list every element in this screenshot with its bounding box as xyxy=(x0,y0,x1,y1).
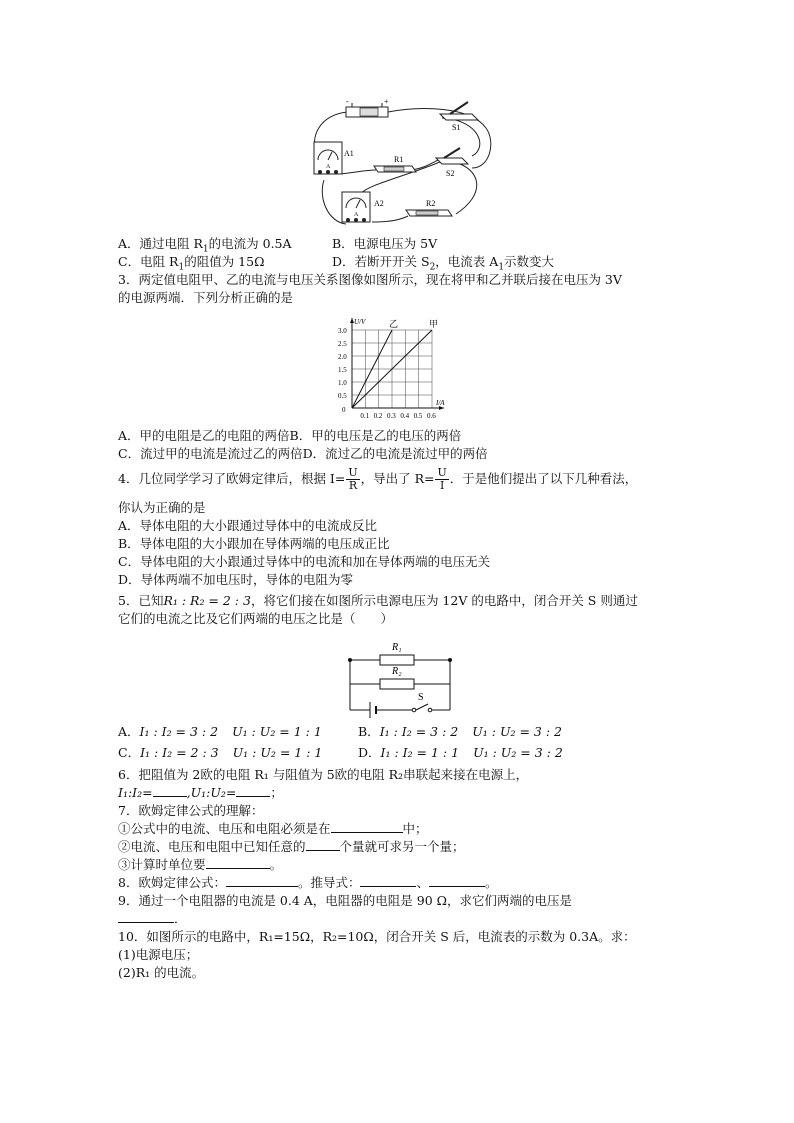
svg-text:A1: A1 xyxy=(344,149,354,158)
ammeter-a2-icon xyxy=(342,192,384,222)
q4-option-c: C．导体电阻的大小跟通过导体中的电流和加在导体两端的电压无关 xyxy=(118,554,491,569)
svg-text:+: + xyxy=(384,98,389,106)
battery-icon xyxy=(346,98,389,117)
y-tick-label: 2.5 xyxy=(338,340,347,348)
q4-stem-line1: 4．几位同学学习了欧姆定律后，根据 I= $\frac{U}{R}$ ，导出了 R= $\frac{U}{I}$ ．于是他们提出了以下几种看法， xyxy=(118,466,638,492)
resistance-ratio: R₁ : R₂ = 2 : 3 xyxy=(163,593,251,608)
x-tick-label: 0.2 xyxy=(373,412,383,420)
svg-text:R2: R2 xyxy=(426,199,436,208)
resistor-r1-symbol xyxy=(380,642,414,665)
q7-item-3: ③计算时单位要 。 xyxy=(118,857,283,872)
switch-s-symbol xyxy=(412,692,432,712)
fraction-u-over-i: $\frac{U}{I}$ xyxy=(437,466,447,492)
resistor-r2-symbol xyxy=(380,666,414,689)
y-tick-label: 0.5 xyxy=(338,392,347,400)
switch-s2-icon xyxy=(436,148,468,178)
q2-option-d: D．若断开开关 $S_2$，电流表 $A_1$示数变大 xyxy=(332,254,555,273)
q8-blank-formula[interactable] xyxy=(226,874,298,887)
q10-stem: 10．如图所示的电路中，R₁=15Ω，R₂=10Ω，闭合开关 S 后，电流表的示数为 0.3A。求： xyxy=(118,929,636,944)
q3-option-b: B．甲的电压是乙的电压的两倍 xyxy=(289,428,462,443)
y-tick-label: 1.0 xyxy=(338,379,347,387)
q4-option-b: B．导体电阻的大小跟加在导体两端的电压成正比 xyxy=(118,536,390,551)
y-tick-label: 1.5 xyxy=(338,366,347,374)
q7-title: 7．欧姆定律公式的理解： xyxy=(118,803,264,818)
q7-blank-2[interactable] xyxy=(306,838,340,851)
svg-text:R₂: R₂ xyxy=(392,666,402,677)
q3-options-row1 xyxy=(118,427,461,445)
q3-options-row2 xyxy=(118,445,488,463)
q5-stem-line1: 5．已知R₁ : R₂ = 2 : 3，将它们接在如图所示电源电压为 12V 的电路中，闭合开关 S 则通过 xyxy=(118,593,638,608)
q5-stem-line2: 它们的电流之比及它们两端的电压之比是（ ） xyxy=(118,611,394,626)
circuit-diagram-2 xyxy=(334,628,470,720)
q8-blank-derived-1[interactable] xyxy=(360,874,416,887)
svg-text:S: S xyxy=(418,692,424,703)
q9-stem-line2: ． xyxy=(118,910,187,928)
q3-option-d: D．流过乙的电流是流过甲的两倍 xyxy=(302,446,488,461)
svg-text:S2: S2 xyxy=(446,169,455,178)
x-tick-label: 0.4 xyxy=(400,412,410,420)
battery-symbol xyxy=(370,702,376,718)
q6-stem-line1: 6．把阻值为 2欧的电阻 R₁ 与阻值为 5欧的电阻 R₂串联起来接在电源上， xyxy=(118,767,529,782)
q5-option-d: D．I₁ : I₂ = 1 : 1 U₁ : U₂ = 3 : 2 xyxy=(358,745,563,760)
circuit-diagram-1 xyxy=(300,98,500,232)
q3-stem-line2: 的电源两端．下列分析正确的是 xyxy=(118,290,294,305)
fraction-u-over-r: $\frac{U}{R}$ xyxy=(348,466,358,492)
q5-option-a: A．I₁ : I₂ = 3 : 2 U₁ : U₂ = 1 : 1 xyxy=(118,724,322,739)
q7-blank-3[interactable] xyxy=(206,856,270,869)
x-axis-label: I/A xyxy=(436,399,445,407)
chart-series xyxy=(352,319,438,408)
q4-option-d: D．导体两端不加电压时，导体的电阻为零 xyxy=(118,572,354,587)
x-tick-label: 0.5 xyxy=(413,412,423,420)
x-tick-label: 0.1 xyxy=(360,412,370,420)
q7-blank-1[interactable] xyxy=(331,820,403,833)
q4-stem-line2: 你认为正确的是 xyxy=(118,500,206,515)
resistor-r2-icon xyxy=(406,199,452,216)
q5-options-row2 xyxy=(118,744,563,762)
q9-stem-line1: 9．通过一个电阻器的电流是 0.4 A，电阻器的电阻是 90 Ω，求它们两端的电压是 xyxy=(118,893,573,908)
svg-text:A2: A2 xyxy=(374,199,384,208)
q2-option-c: C．电阻 $R_1$的阻值为 15Ω xyxy=(118,254,265,273)
q5-option-b: B．I₁ : I₂ = 3 : 2 U₁ : U₂ = 3 : 2 xyxy=(358,724,562,739)
switch-s1-icon xyxy=(440,102,478,132)
q10-item-2: (2)R₁ 的电流。 xyxy=(118,965,205,980)
q2-option-a: A．通过电阻 $R_1$的电流为 0.5A xyxy=(118,236,292,255)
q5-option-c: C．I₁ : I₂ = 2 : 3 U₁ : U₂ = 1 : 1 xyxy=(118,745,323,760)
svg-text:-: - xyxy=(346,98,349,106)
q4-option-a: A．导体电阻的大小跟通过导体中的电流成反比 xyxy=(118,518,378,533)
ui-chart xyxy=(334,310,454,422)
q5-options-row1 xyxy=(118,723,562,741)
y-tick-label: 3.0 xyxy=(338,327,347,335)
svg-text:R1: R1 xyxy=(394,155,404,164)
q9-blank-voltage[interactable] xyxy=(118,910,174,923)
ammeter-a1-icon xyxy=(314,142,354,174)
q7-item-2: ②电流、电压和电阻中已知任意的 个量就可求另一个量； xyxy=(118,839,465,854)
q2-option-b: B．电源电压为 5V xyxy=(332,236,438,251)
q10-item-1: (1)电源电压； xyxy=(118,947,199,962)
series-label-2: 甲 xyxy=(429,319,439,329)
svg-text:A: A xyxy=(354,212,359,218)
x-tick-label: 0.3 xyxy=(387,412,396,420)
q7-item-1: ①公式中的电流、电压和电阻必须是在 中； xyxy=(118,821,428,836)
q3-stem-line1: 3．两定值电阻甲、乙的电流与电压关系图像如图所示，现在将甲和乙并联后接在电压为 3V xyxy=(118,272,622,287)
q3-option-a: A．甲的电阻是乙的电阻的两倍 xyxy=(118,428,290,443)
q6-blank-current-ratio[interactable] xyxy=(153,784,187,797)
y-tick-label: 2.0 xyxy=(338,353,347,361)
q6-blank-voltage-ratio[interactable] xyxy=(236,784,270,797)
q8-blank-derived-2[interactable] xyxy=(429,874,485,887)
x-tick-label: 0.6 xyxy=(427,412,436,420)
svg-text:R₁: R₁ xyxy=(392,642,402,653)
y-axis-label: U/V xyxy=(354,318,366,326)
q3-option-c: C．流过甲的电流是流过乙的两倍 xyxy=(118,446,303,461)
svg-text:S1: S1 xyxy=(452,123,461,132)
resistor-r1-icon xyxy=(374,155,416,172)
svg-text:A: A xyxy=(326,164,331,170)
origin-label: 0 xyxy=(342,406,346,414)
q8-stem: 8．欧姆定律公式： 。推导式： 、 。 xyxy=(118,875,498,890)
q6-stem-line2: I₁:I₂= ,U₁:U₂= ； xyxy=(118,785,283,800)
series-label-1: 乙 xyxy=(389,319,399,329)
